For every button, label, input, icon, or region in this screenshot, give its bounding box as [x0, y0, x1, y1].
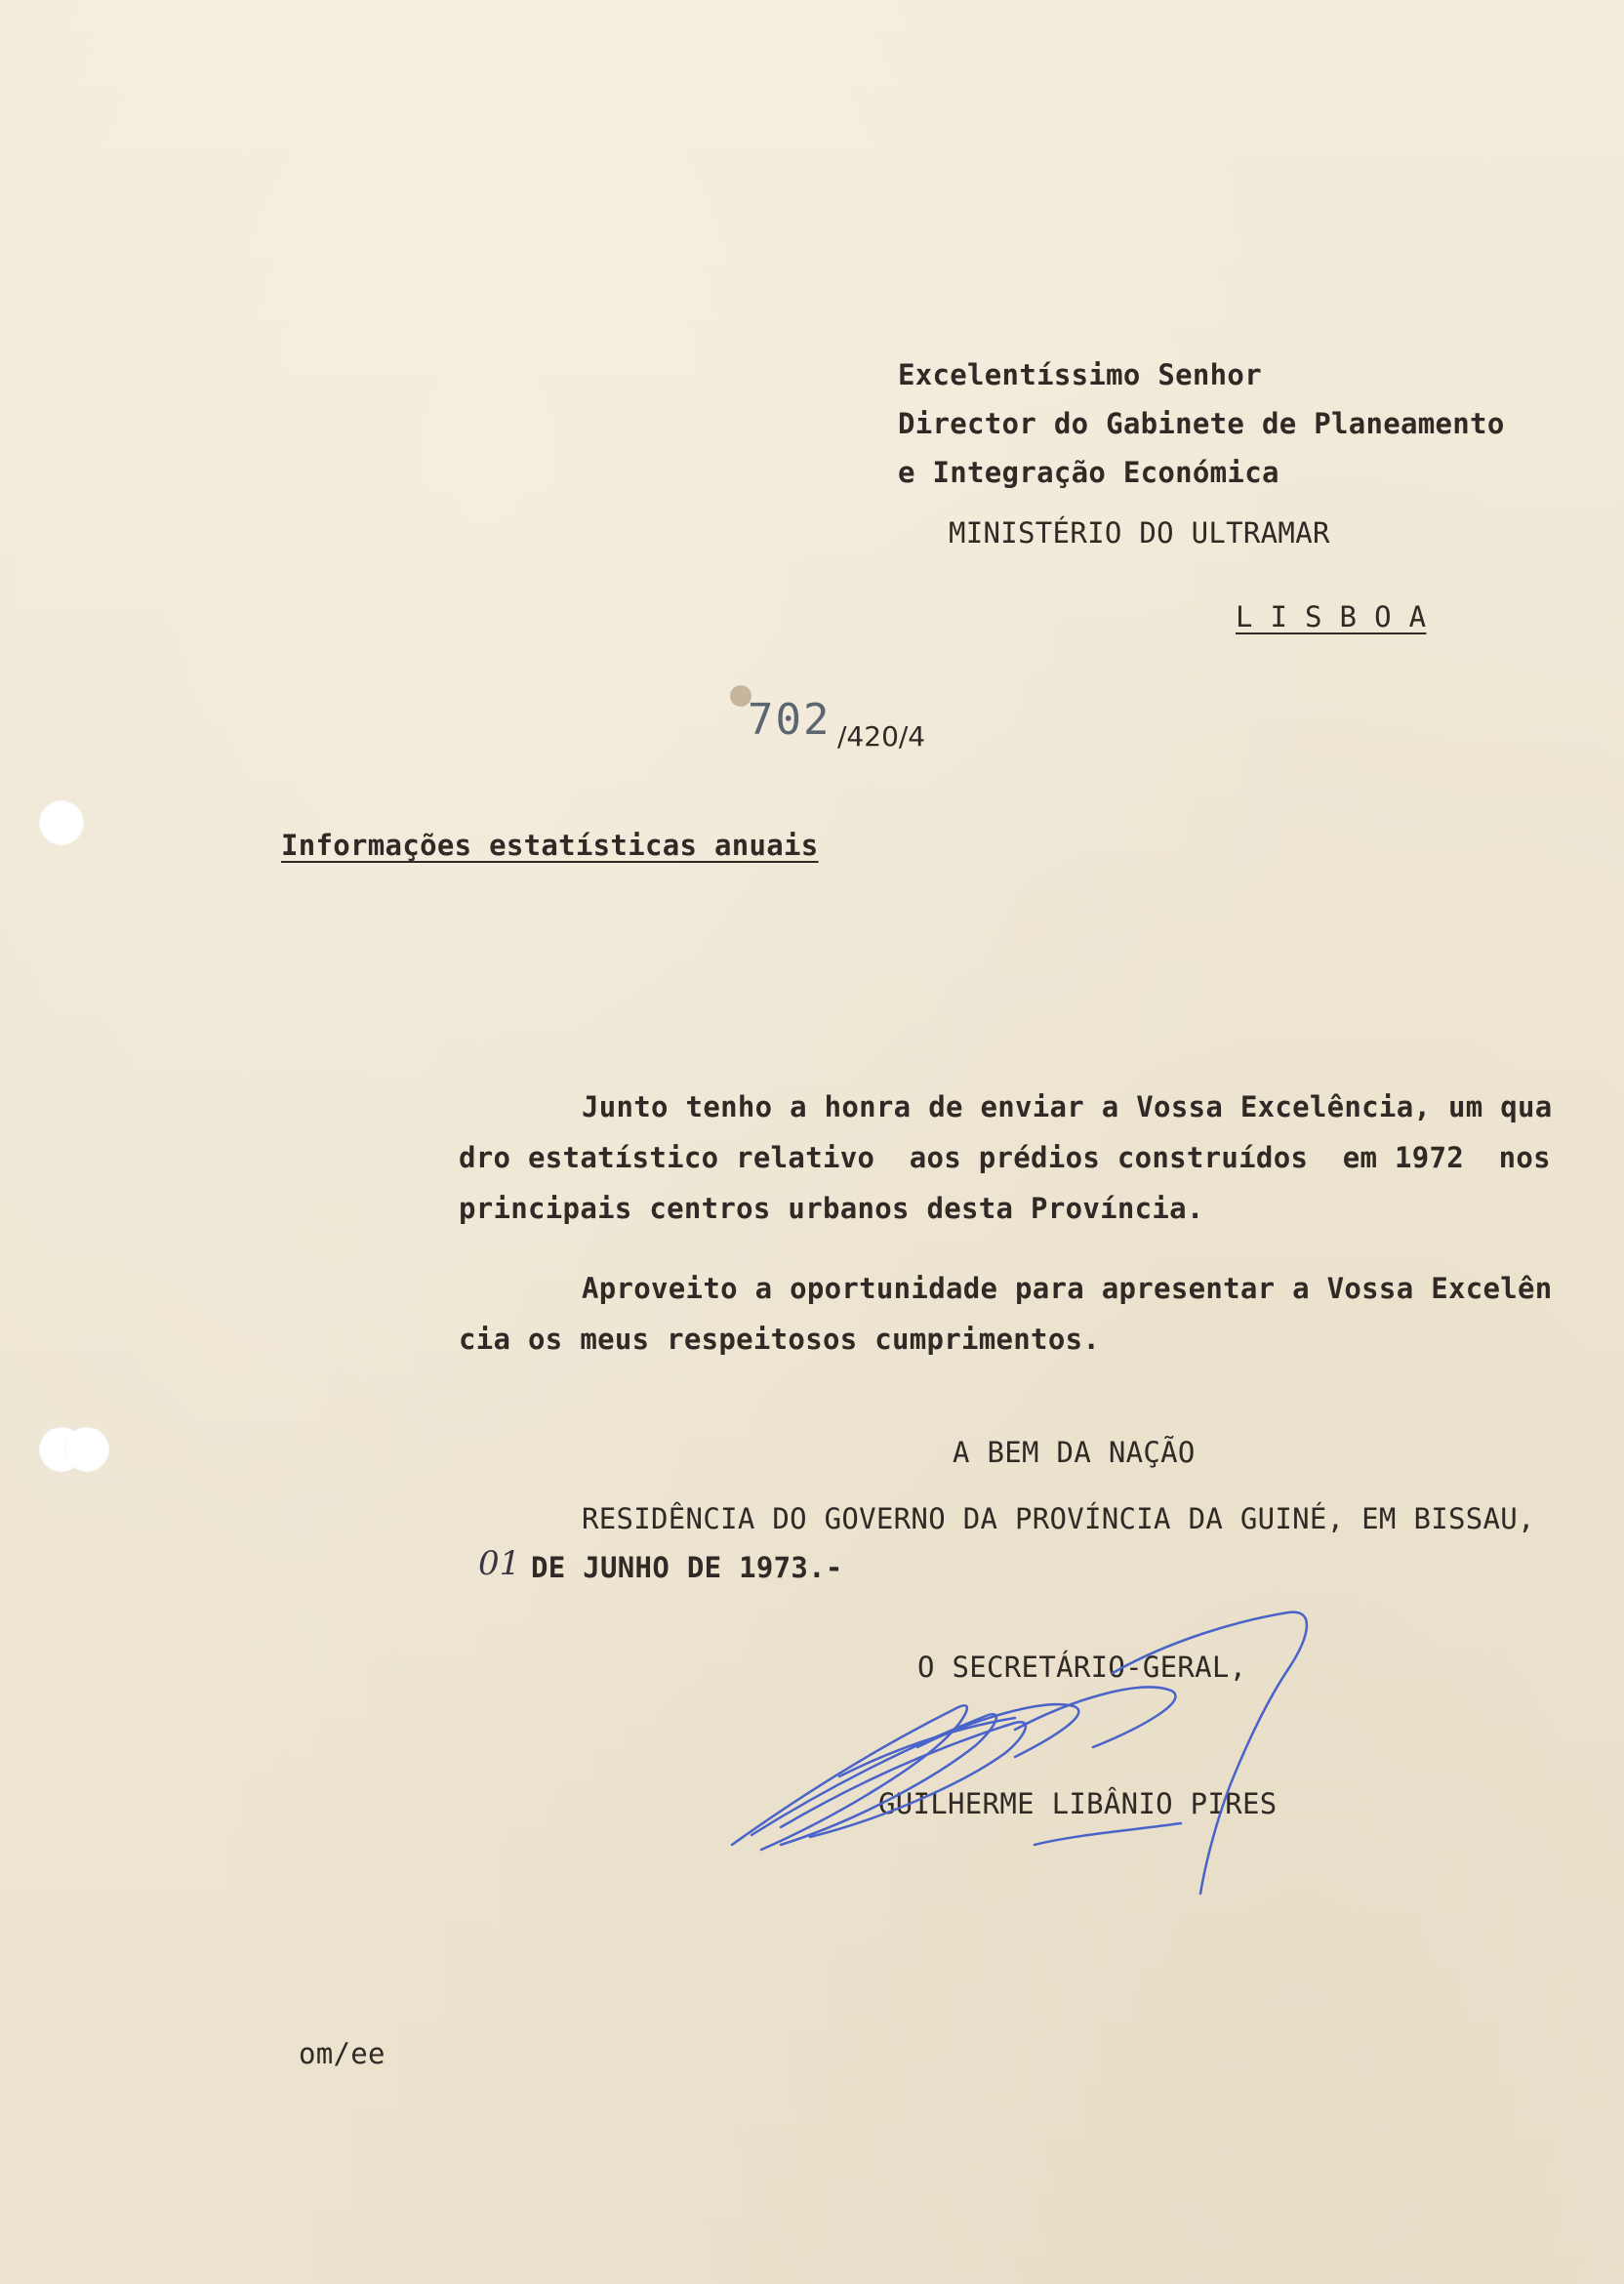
reference-suffix: /420/4 — [837, 720, 926, 753]
handwritten-signature — [722, 1601, 1327, 1913]
closing-date: DE JUNHO DE 1973.- — [531, 1551, 843, 1584]
signatory-title: O SECRETÁRIO-GERAL, — [917, 1651, 1247, 1684]
body-paragraph-1-line-1: Junto tenho a honra de enviar a Vossa Excelência, um qua — [582, 1090, 1553, 1123]
body-paragraph-2-line-2: cia os meus respeitosos cumprimentos. — [459, 1323, 1101, 1356]
punch-hole-bottom-b — [64, 1427, 109, 1472]
closing-place-line: RESIDÊNCIA DO GOVERNO DA PROVÍNCIA DA GUINÉ, EM BISSAU, — [582, 1502, 1535, 1535]
addressee-ministry: MINISTÉRIO DO ULTRAMAR — [949, 516, 1330, 550]
date-day-handwritten: 01 — [478, 1544, 521, 1583]
addressee-department: e Integração Económica — [898, 456, 1279, 489]
closing-motto: A BEM DA NAÇÃO — [953, 1436, 1196, 1469]
addressee-salutation: Excelentíssimo Senhor — [898, 358, 1262, 391]
addressee-title: Director do Gabinete de Planeamento — [898, 407, 1505, 440]
body-paragraph-1-line-3: principais centros urbanos desta Província. — [459, 1192, 1204, 1225]
punch-hole-top — [39, 800, 84, 845]
body-paragraph-2-line-1: Aproveito a oportunidade para apresentar a Vossa Excelên — [582, 1272, 1553, 1305]
subject-heading: Informações estatísticas anuais — [281, 829, 819, 862]
signatory-name: GUILHERME LIBÂNIO PIRES — [878, 1787, 1278, 1820]
typist-initials: om/ee — [299, 2037, 386, 2070]
body-paragraph-1-line-2: dro estatístico relativo aos prédios construídos em 1972 nos — [459, 1141, 1551, 1174]
addressee-city: L I S B O A — [1236, 600, 1427, 633]
reference-stamp-number: 702 — [748, 695, 832, 745]
